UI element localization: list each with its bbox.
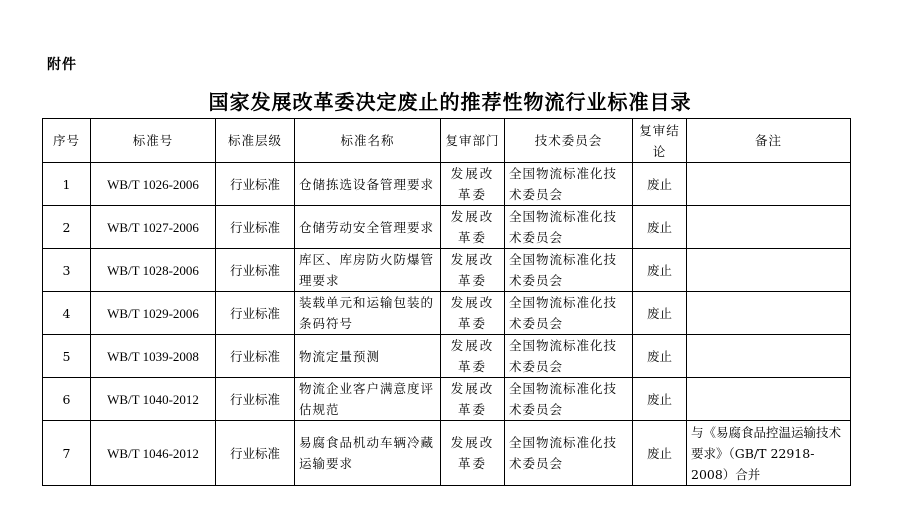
cell-name: 物流定量预测 bbox=[295, 335, 441, 378]
table-row bbox=[43, 335, 851, 378]
cell-name: 库区、库房防火防爆管理要求 bbox=[295, 249, 441, 292]
cell-result: 废止 bbox=[633, 249, 687, 292]
cell-dept: 发展改革委 bbox=[441, 206, 505, 249]
cell-code: WB/T 1046-2012 bbox=[91, 421, 216, 486]
header-code: 标准号 bbox=[91, 119, 216, 163]
cell-name: 易腐食品机动车辆冷藏运输要求 bbox=[295, 421, 441, 486]
header-committee: 技术委员会 bbox=[505, 119, 633, 163]
cell-name: 装载单元和运输包装的条码符号 bbox=[295, 292, 441, 335]
cell-no: 3 bbox=[43, 249, 91, 292]
cell-code: WB/T 1040-2012 bbox=[91, 378, 216, 421]
cell-dept: 发展改革委 bbox=[441, 292, 505, 335]
cell-dept: 发展改革委 bbox=[441, 421, 505, 486]
cell-remark bbox=[687, 163, 851, 206]
cell-no: 4 bbox=[43, 292, 91, 335]
cell-dept: 发展改革委 bbox=[441, 378, 505, 421]
cell-committee: 全国物流标准化技术委员会 bbox=[505, 249, 633, 292]
attachment-label: 附件 bbox=[47, 57, 77, 73]
cell-level: 行业标准 bbox=[216, 206, 295, 249]
cell-result: 废止 bbox=[633, 378, 687, 421]
cell-result: 废止 bbox=[633, 206, 687, 249]
header-remark: 备注 bbox=[687, 119, 851, 163]
cell-no: 6 bbox=[43, 378, 91, 421]
cell-remark: 与《易腐食品控温运输技术要求》（GB/T 22918-2008）合并 bbox=[687, 421, 851, 486]
cell-code: WB/T 1028-2006 bbox=[91, 249, 216, 292]
table-row bbox=[43, 163, 851, 206]
cell-name: 物流企业客户满意度评估规范 bbox=[295, 378, 441, 421]
cell-dept: 发展改革委 bbox=[441, 335, 505, 378]
cell-committee: 全国物流标准化技术委员会 bbox=[505, 378, 633, 421]
cell-no: 7 bbox=[43, 421, 91, 486]
header-name: 标准名称 bbox=[295, 119, 441, 163]
standards-table bbox=[42, 118, 851, 486]
cell-no: 2 bbox=[43, 206, 91, 249]
header-result: 复审结论 bbox=[633, 119, 687, 163]
cell-no: 5 bbox=[43, 335, 91, 378]
cell-result: 废止 bbox=[633, 163, 687, 206]
header-level: 标准层级 bbox=[216, 119, 295, 163]
cell-level: 行业标准 bbox=[216, 292, 295, 335]
table-row bbox=[43, 421, 851, 486]
cell-remark bbox=[687, 378, 851, 421]
cell-code: WB/T 1027-2006 bbox=[91, 206, 216, 249]
cell-remark bbox=[687, 249, 851, 292]
table-row bbox=[43, 249, 851, 292]
header-no: 序号 bbox=[43, 119, 91, 163]
cell-committee: 全国物流标准化技术委员会 bbox=[505, 335, 633, 378]
cell-code: WB/T 1026-2006 bbox=[91, 163, 216, 206]
cell-no: 1 bbox=[43, 163, 91, 206]
cell-name: 仓储拣选设备管理要求 bbox=[295, 163, 441, 206]
table-row bbox=[43, 378, 851, 421]
cell-level: 行业标准 bbox=[216, 335, 295, 378]
cell-dept: 发展改革委 bbox=[441, 163, 505, 206]
cell-code: WB/T 1039-2008 bbox=[91, 335, 216, 378]
cell-committee: 全国物流标准化技术委员会 bbox=[505, 163, 633, 206]
cell-level: 行业标准 bbox=[216, 421, 295, 486]
cell-level: 行业标准 bbox=[216, 249, 295, 292]
header-dept: 复审部门 bbox=[441, 119, 505, 163]
cell-result: 废止 bbox=[633, 421, 687, 486]
table-row bbox=[43, 206, 851, 249]
cell-level: 行业标准 bbox=[216, 163, 295, 206]
cell-committee: 全国物流标准化技术委员会 bbox=[505, 421, 633, 486]
table-header-row bbox=[43, 119, 851, 163]
cell-dept: 发展改革委 bbox=[441, 249, 505, 292]
table-row bbox=[43, 292, 851, 335]
cell-remark bbox=[687, 206, 851, 249]
cell-level: 行业标准 bbox=[216, 378, 295, 421]
cell-code: WB/T 1029-2006 bbox=[91, 292, 216, 335]
cell-result: 废止 bbox=[633, 335, 687, 378]
document-title: 国家发展改革委决定废止的推荐性物流行业标准目录 bbox=[208, 90, 692, 114]
cell-remark bbox=[687, 292, 851, 335]
cell-remark bbox=[687, 335, 851, 378]
cell-committee: 全国物流标准化技术委员会 bbox=[505, 292, 633, 335]
cell-committee: 全国物流标准化技术委员会 bbox=[505, 206, 633, 249]
cell-name: 仓储劳动安全管理要求 bbox=[295, 206, 441, 249]
cell-result: 废止 bbox=[633, 292, 687, 335]
